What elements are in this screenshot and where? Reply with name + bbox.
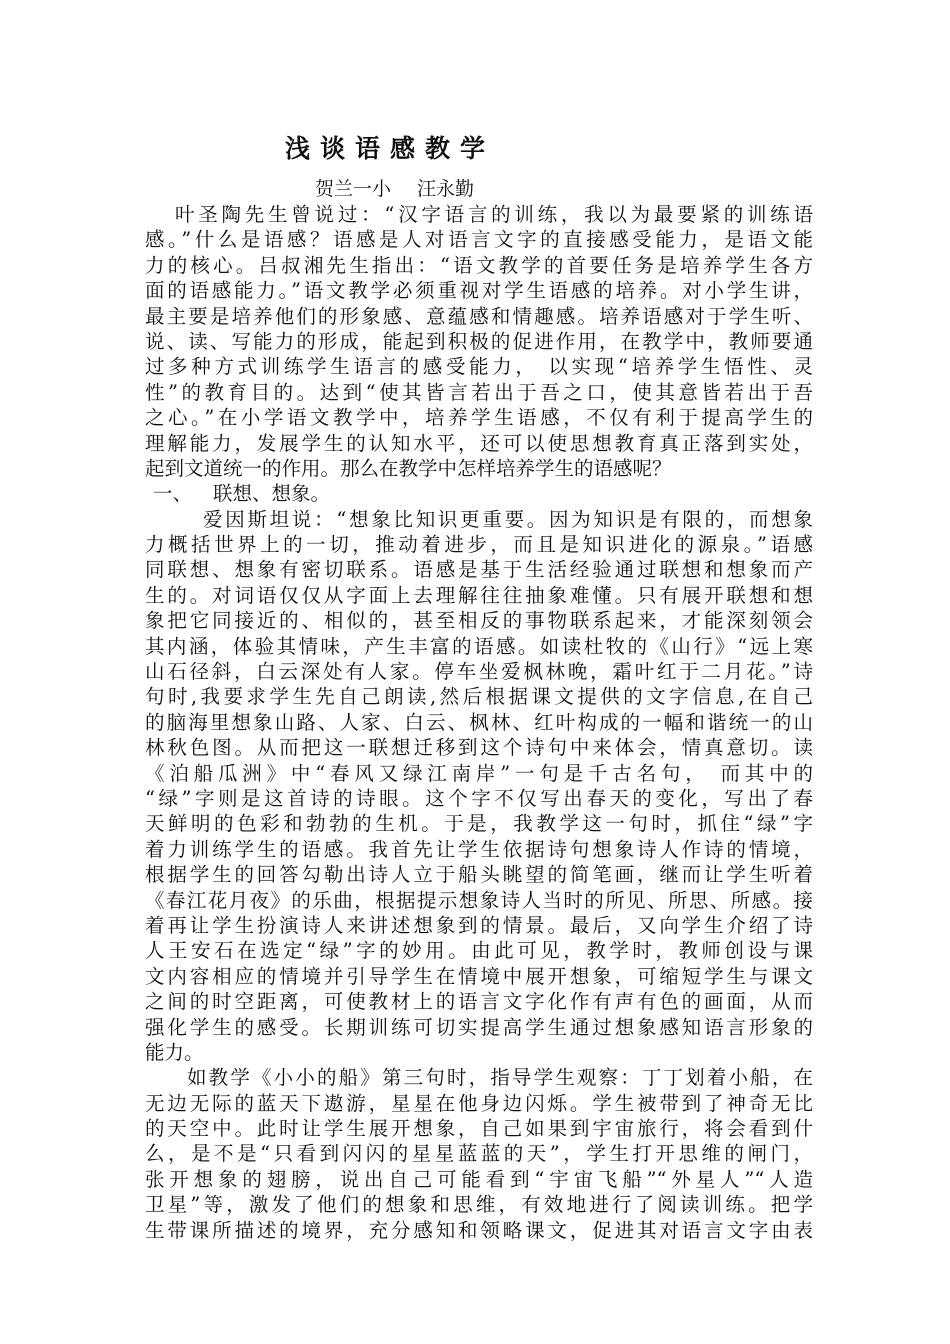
text-line: 之间的时空距离，可使教材上的语言文字化作有声有色的画面，从而 (145, 990, 813, 1014)
text-line: 《泊船瓜洲》中“春风又绿江南岸”一句是千古名句， 而其中的 (145, 761, 813, 785)
text-line: 强化学生的感受。长期训练可切实提高学生通过想象感知语言形象的 (145, 1015, 813, 1039)
text-line: 力概括世界上的一切，推动着进步，而且是知识进化的源泉。”语感 (145, 533, 813, 557)
document-title: 浅谈语感教学 (285, 134, 496, 163)
text-line: 叶圣陶先生曾说过：“汉字语言的训练，我以为最要紧的训练语 (175, 203, 813, 226)
section-heading (145, 481, 813, 506)
text-line: 如教学《小小的船》第三句时，指导学生观察：丁丁划着小船，在 (187, 1066, 813, 1090)
text-line: 人王安石在选定“绿”字的妙用。由此可见，教学时，教师创设与课 (145, 939, 813, 963)
text-line: 文内容相应的情境并引导学生在情境中展开想象，可缩短学生与课文 (145, 964, 813, 988)
text-line: 说、读、写能力的形成，能起到积极的促进作用，在教学中，教师要通 (145, 329, 813, 353)
text-line: 根据学生的回答勾勒出诗人立于船头眺望的简笔画，继而让学生听着 (145, 863, 813, 887)
text-line: 同联想、想象有密切联系。语感是基于生活经验通过联想和想象而产 (145, 558, 813, 582)
section-title: 联想、想象。 (213, 482, 331, 506)
text-line: 无边无际的蓝天下遨游，星星在他身边闪烁。学生被带到了神奇无比 (145, 1091, 813, 1115)
text-line: 理解能力，发展学生的认知水平，还可以使思想教育真正落到实处， (145, 431, 813, 455)
text-line: 过多种方式训练学生语言的感受能力， 以实现“培养学生悟性、灵 (145, 355, 813, 379)
section-number: 一、 (153, 482, 193, 506)
text-line: 卫星”等，激发了他们的想象和思维，有效地进行了阅读训练。把学 (145, 1193, 813, 1217)
text-line: 的脑海里想象山路、人家、白云、枫林、红叶构成的一幅和谐统一的山 (145, 710, 813, 734)
text-line: 起到文道统一的作用。那么在教学中怎样培养学生的语感呢？ (145, 456, 672, 480)
text-line: 性”的教育目的。达到“使其皆言若出于吾之口，使其意皆若出于吾 (145, 380, 813, 404)
text-line: 最主要是培养他们的形象感、意蕴感和情趣感。培养语感对于学生听、 (145, 304, 813, 328)
text-line: 着再让学生扮演诗人来讲述想象到的情景。最后，又向学生介绍了诗 (145, 913, 813, 937)
text-line: 的天空中。此时让学生展开想象，自己如果到宇宙旅行，将会看到什 (145, 1117, 813, 1141)
text-line: 张开想象的翅膀，说出自己可能看到“宇宙飞船”“外星人”“人造 (145, 1167, 813, 1191)
text-line: 面的语感能力。”语文教学必须重视对学生语感的培养。对小学生讲， (145, 279, 813, 303)
text-line: 感。”什么是语感？语感是人对语言文字的直接感受能力，是语文能 (145, 228, 813, 252)
text-line: 其内涵，体验其情味，产生丰富的语感。如读杜牧的《山行》“远上寒 (145, 634, 813, 658)
text-line: 爱因斯坦说：“想象比知识更重要。因为知识是有限的，而想象 (203, 507, 813, 531)
text-line: 能力。 (145, 1040, 204, 1064)
text-line: “绿”字则是这首诗的诗眼。这个字不仅写出春天的变化，写出了春 (145, 786, 813, 810)
text-line: 生带课所描述的境界，充分感知和领略课文，促进其对语言文字由表 (145, 1218, 813, 1242)
text-line: 着力训练学生的语感。我首先让学生依据诗句想象诗人作诗的情境， (145, 837, 813, 861)
text-line: 之心。”在小学语文教学中，培养学生语感，不仅有利于提高学生的 (145, 406, 813, 430)
text-line: 天鲜明的色彩和勃勃的生机。于是，我教学这一句时，抓住“绿”字 (145, 812, 813, 836)
text-line: 么，是不是“只看到闪闪的星星蓝蓝的天”，学生打开思维的闸门， (145, 1142, 813, 1166)
text-line: 山石径斜，白云深处有人家。停车坐爱枫林晚，霜叶红于二月花。”诗 (145, 660, 813, 684)
text-line: 象把它同接近的、相似的，甚至相反的事物联系起来，才能深刻领会 (145, 609, 813, 633)
document-body (145, 202, 813, 1243)
author-name: 汪永勤 (417, 178, 475, 200)
author-school: 贺兰一小 (315, 178, 392, 200)
author-byline (315, 176, 474, 202)
text-line: 句时,我要求学生先自己朗读,然后根据课文提供的文字信息,在自己 (145, 685, 813, 709)
text-line: 力的核心。吕叔湘先生指出：“语文教学的首要任务是培养学生各方 (145, 253, 813, 277)
text-line: 生的。对词语仅仅从字面上去理解往往抽象难懂。只有展开联想和想 (145, 583, 813, 607)
text-line: 《春江花月夜》的乐曲，根据提示想象诗人当时的所见、所思、所感。接 (145, 888, 813, 912)
text-line: 林秋色图。从而把这一联想迁移到这个诗句中来体会，情真意切。读 (145, 736, 813, 760)
